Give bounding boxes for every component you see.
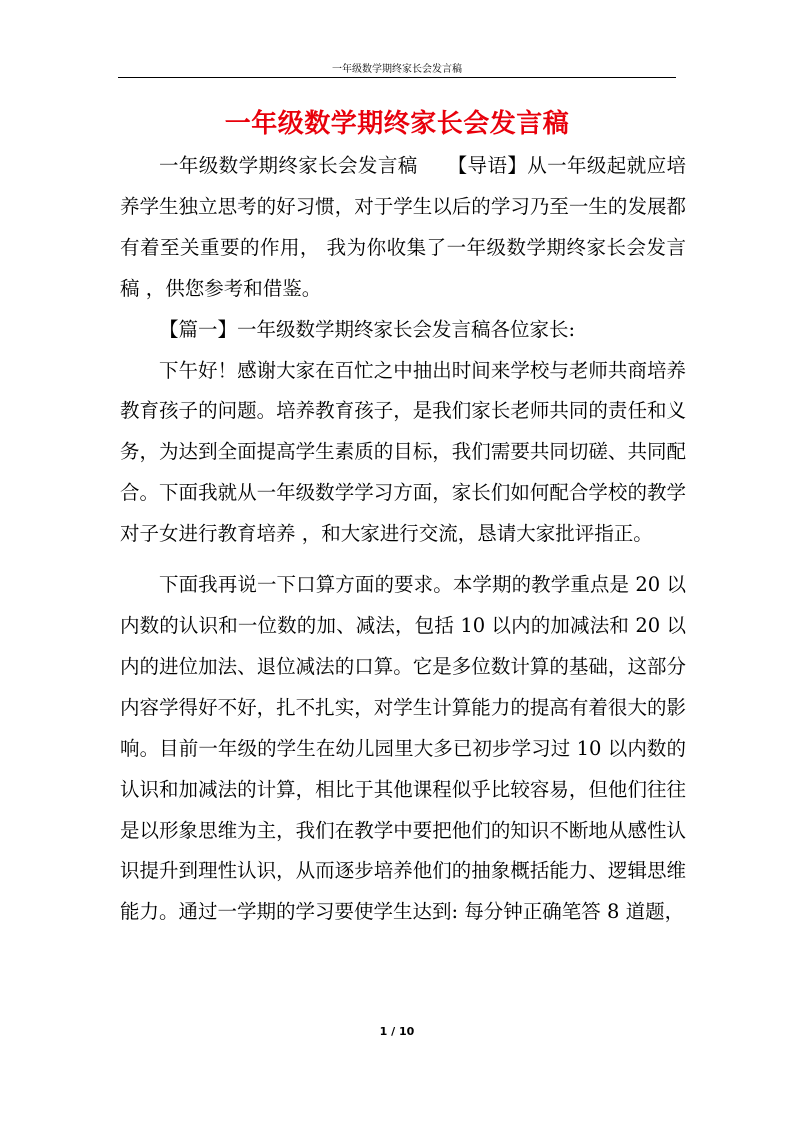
paragraph-section-heading: 【篇一】一年级数学期终家长会发言稿各位家长: bbox=[159, 317, 576, 341]
paragraph-oral-calculation: 下面我再说一下口算方面的要求。本学期的教学重点是 20 以内数的认识和一位数的加、减法，包括 10 以内的加减法和 20 以内的进位加法、退位减法的口算。它是多位数计算的基础，这部分内容学得好不好，扎不扎实，对学生计算能力的提高有着很大的影响。目前一年级的学生在幼儿园里大多已初步学习过 10 以内数的认识和加减法的计算，相比于其他课程似乎比较容易，但他们往往是以形象思维为主，我们在教学中要把他们的知识不断地从感性认识提升到理性认识，从而逐步培养他们的抽象概括能力、逻辑思维能力。通过一学期的学习要使学生达到: 每分钟正确笔答 8 道题， bbox=[120, 573, 686, 924]
document-body bbox=[120, 146, 686, 933]
page-number: 1 / 10 bbox=[379, 1025, 415, 1038]
paragraph-greeting: 下午好！感谢大家在百忙之中抽出时间来学校与老师共商培养教育孩子的问题。培养教育孩子，是我们家长老师共同的责任和义务，为达到全面提高学生素质的目标，我们需要共同切磋、共同配合。下面我就从一年级数学学习方面，家长们如何配合学校的教学对子女进行教育培养 ，和大家进行交流，恳请大家批评指正。 bbox=[120, 358, 686, 546]
paragraph-intro: 一年级数学期终家长会发言稿 【导语】从一年级起就应培养学生独立思考的好习惯，对于学生以后的学习乃至一生的发展都有着至关重要的作用， 我为你收集了一年级数学期终家长会发言稿 ，供您参考和借鉴。 bbox=[120, 154, 686, 300]
header-divider bbox=[118, 77, 676, 78]
document-title: 一年级数学期终家长会发言稿 bbox=[224, 109, 570, 139]
running-header: 一年级数学期终家长会发言稿 bbox=[332, 64, 462, 75]
